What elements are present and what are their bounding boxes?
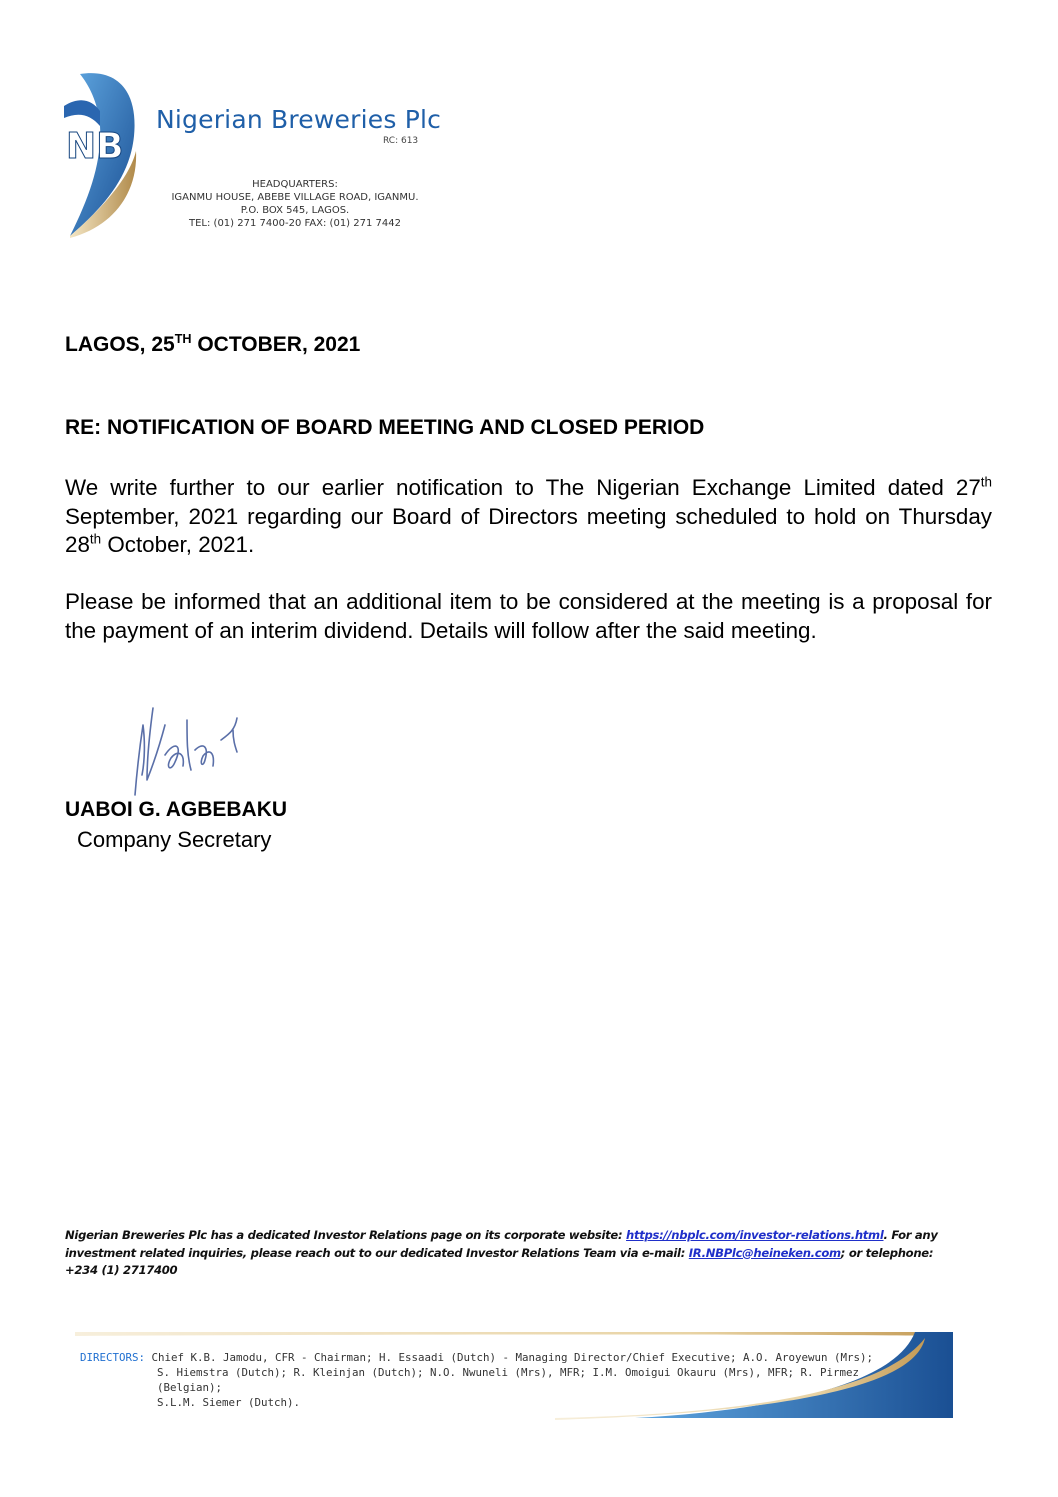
signer-title: Company Secretary bbox=[77, 827, 272, 852]
signer-name: UABOI G. AGBEBAKU bbox=[65, 798, 288, 821]
hq-address-line2: P.O. BOX 545, LAGOS. bbox=[240, 205, 350, 216]
ir-website-link[interactable]: https://nbplc.com/investor-relations.html bbox=[626, 1228, 884, 1242]
directors-list bbox=[80, 1350, 920, 1410]
para1-superscript-1: th bbox=[980, 474, 992, 490]
directors-line3: S.L.M. Siemer (Dutch). bbox=[157, 1396, 301, 1409]
ir-telephone: +234 (1) 2717400 bbox=[65, 1263, 178, 1277]
paragraph-2: Please be informed that an additional item to be considered at the meeting is a proposal for the payment of an interim dividend. Details will follow after the said meeting. bbox=[65, 589, 992, 643]
para1-text-c: October, 2021. bbox=[101, 532, 255, 557]
date-prefix: LAGOS, 25 bbox=[65, 333, 175, 356]
para1-superscript-2: th bbox=[89, 531, 102, 547]
para1-text-a: We write further to our earlier notification to The Nigerian Exchange Limited dated 27 bbox=[65, 475, 981, 500]
directors-line1: Chief K.B. Jamodu, CFR - Chairman; H. Essaadi (Dutch) - Managing Director/Chief Executive; A.O. Aroyewun (Mrs); bbox=[151, 1351, 874, 1364]
date-suffix: OCTOBER, 2021 bbox=[191, 333, 361, 356]
date-superscript: TH bbox=[174, 332, 192, 346]
rc-number: RC: 613 bbox=[383, 136, 419, 146]
directors-line2: S. Hiemstra (Dutch); R. Kleinjan (Dutch); N.O. Nwuneli (Mrs), MFR; I.M. Omoigui Okauru (Mrs), MFR; R. Pirmez (Belgian); bbox=[157, 1366, 860, 1394]
signature-image bbox=[125, 700, 275, 800]
hq-contact: TEL: (01) 271 7400-20 FAX: (01) 271 7442 bbox=[189, 218, 401, 229]
letter-date bbox=[65, 333, 360, 357]
letter-subject: RE: NOTIFICATION OF BOARD MEETING AND CLOSED PERIOD bbox=[65, 416, 705, 439]
paragraph-1 bbox=[65, 474, 992, 560]
hq-address-line1: IGANMU HOUSE, ABEBE VILLAGE ROAD, IGANMU. bbox=[171, 192, 419, 203]
investor-relations-note bbox=[65, 1227, 955, 1280]
ir-text-a: Nigerian Breweries Plc has a dedicated Investor Relations page on its corporate website: bbox=[65, 1228, 627, 1242]
ir-text-c: ; or telephone: bbox=[840, 1245, 934, 1260]
company-logo bbox=[60, 66, 150, 241]
hq-label: HEADQUARTERS: bbox=[252, 179, 338, 190]
company-name: Nigerian Breweries Plc bbox=[156, 105, 442, 134]
directors-label: DIRECTORS: bbox=[80, 1351, 146, 1364]
headquarters-address bbox=[150, 178, 440, 230]
logo-text: NB bbox=[66, 126, 124, 167]
para1-text-b: September, 2021 regarding our Board of Directors meeting scheduled to hold on Thursday 28 bbox=[65, 503, 992, 557]
ir-email-link[interactable]: IR.NBPlc@heineken.com bbox=[688, 1245, 841, 1260]
ir-text-b: . For any investment related inquiries, please reach out to our dedicated Investor Relations Team via e-mail: bbox=[65, 1228, 938, 1260]
